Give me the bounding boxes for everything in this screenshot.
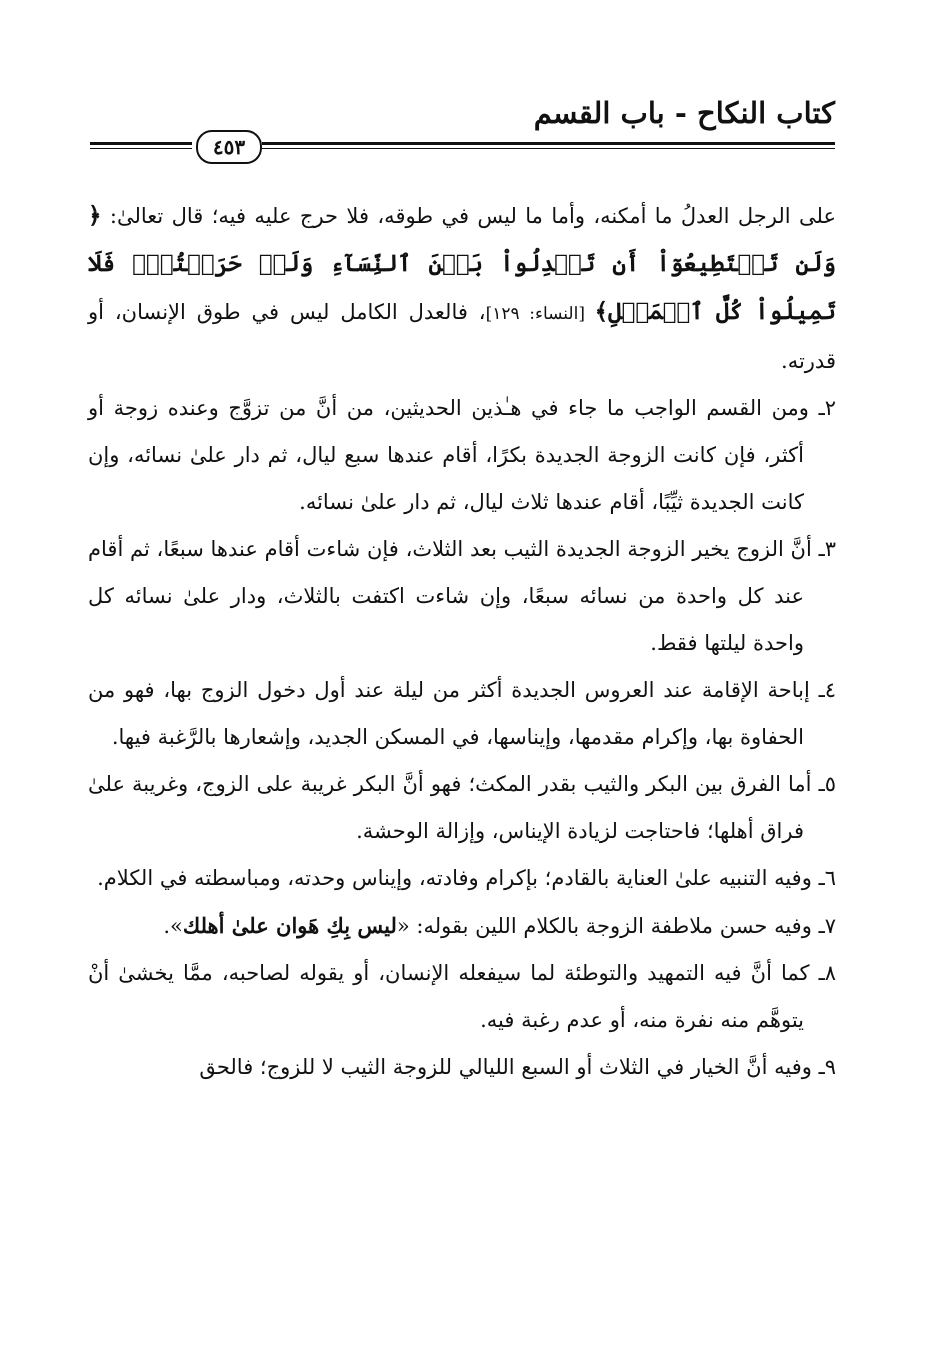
item-number: ٨ـ <box>818 961 836 985</box>
item-number: ٩ـ <box>818 1055 836 1079</box>
list-item <box>88 667 836 761</box>
intro-text: على الرجل العدلُ ما أمكنه، وأما ما ليس في طوقه، فلا حرج عليه فيه؛ قال تعالىٰ: <box>101 204 836 228</box>
item-text-end: ». <box>163 914 183 938</box>
list-item <box>88 855 836 902</box>
quran-verse: ﴿ وَلَن تَسۡتَطِيعُوٓاْ أَن تَعۡدِلُواْ بَيۡنَ ٱلنِّسَآءِ وَلَوۡ حَرَصۡتُمۡۖ فَلَا تَمِيلُواْ كُلَّ ٱلۡمَيۡلِ﴾ <box>88 202 836 325</box>
item-text: وفيه أنَّ الخيار في الثلاث أو السبع الليالي للزوجة الثيب لا للزوج؛ فالحق <box>199 1055 812 1079</box>
item-text: كما أنَّ فيه التمهيد والتوطئة لما سيفعله الإنسان، أو يقوله لصاحبه، ممَّا يخشىٰ أنْ يتوهَّم منه نفرة منه، أو عدم رغبة فيه. <box>88 961 810 1032</box>
item-number: ٦ـ <box>818 866 836 890</box>
list-item <box>88 950 836 1044</box>
item-text: إباحة الإقامة عند العروس الجديدة أكثر من ليلة عند أول دخول الزوج بها، فهو من الحفاوة بها، وإكرام مقدمها، وإيناسها، في المسكن الجديد، وإشعارها بالرَّغبة فيها. <box>88 678 810 749</box>
item-number: ٢ـ <box>818 396 836 420</box>
item-number: ٣ـ <box>818 537 836 561</box>
item-number: ٥ـ <box>818 772 836 796</box>
verse-reference: [النساء: ١٢٩] <box>485 304 595 324</box>
item-text: أما الفرق بين البكر والثيب بقدر المكث؛ فهو أنَّ البكر غريبة على الزوج، وغريبة علىٰ فراق أهلها؛ فاحتاجت لزيادة الإيناس، وإزالة الوحشة. <box>88 772 812 843</box>
list-item <box>88 761 836 855</box>
header-rule <box>90 135 835 159</box>
page-header <box>90 96 835 166</box>
item-text: ومن القسم الواجب ما جاء في هـٰذين الحديثين، من أنَّ من تزوَّج وعنده زوجة أو أكثر، فإن كانت الزوجة الجديدة بكرًا، أقام عندها سبع ليال، ثم دار علىٰ نسائه، وإن كانت الجديدة ثيِّبًا، أقام عندها ثلاث ليال، ثم دار علىٰ نسائه. <box>88 396 809 514</box>
item-number: ٤ـ <box>818 678 836 702</box>
page-body <box>88 192 836 1091</box>
running-title: كتاب النكاح - باب القسم <box>533 96 835 130</box>
item-text: وفيه التنبيه علىٰ العناية بالقادم؛ بإكرام وفادته، وإيناس وحدته، ومباسطته في الكلام. <box>97 866 812 890</box>
item-text: وفيه حسن ملاطفة الزوجة بالكلام اللين بقوله: « <box>396 914 812 938</box>
intro-text-end: ، فالعدل الكامل ليس في طوق الإنسان، أو قدرته. <box>88 300 836 373</box>
page-number: ٤٥٣ <box>196 130 262 164</box>
hadith-quote: ليس بِكِ هَوان علىٰ أهلك <box>182 913 397 938</box>
list-item <box>88 385 836 526</box>
item-number: ٧ـ <box>818 914 836 938</box>
list-item <box>88 1044 836 1091</box>
intro-paragraph <box>88 192 836 385</box>
list-item <box>88 902 836 950</box>
item-text: أنَّ الزوج يخير الزوجة الجديدة الثيب بعد الثلاث، فإن شاءت أقام عندها سبعًا، ثم أقام عند كل واحدة من نسائه سبعًا، وإن شاءت اكتفت بالثلاث، ودار علىٰ نسائه كل واحدة ليلتها فقط. <box>88 537 812 655</box>
header-rule-right <box>262 142 835 149</box>
header-rule-left <box>90 142 192 149</box>
list-item <box>88 526 836 667</box>
